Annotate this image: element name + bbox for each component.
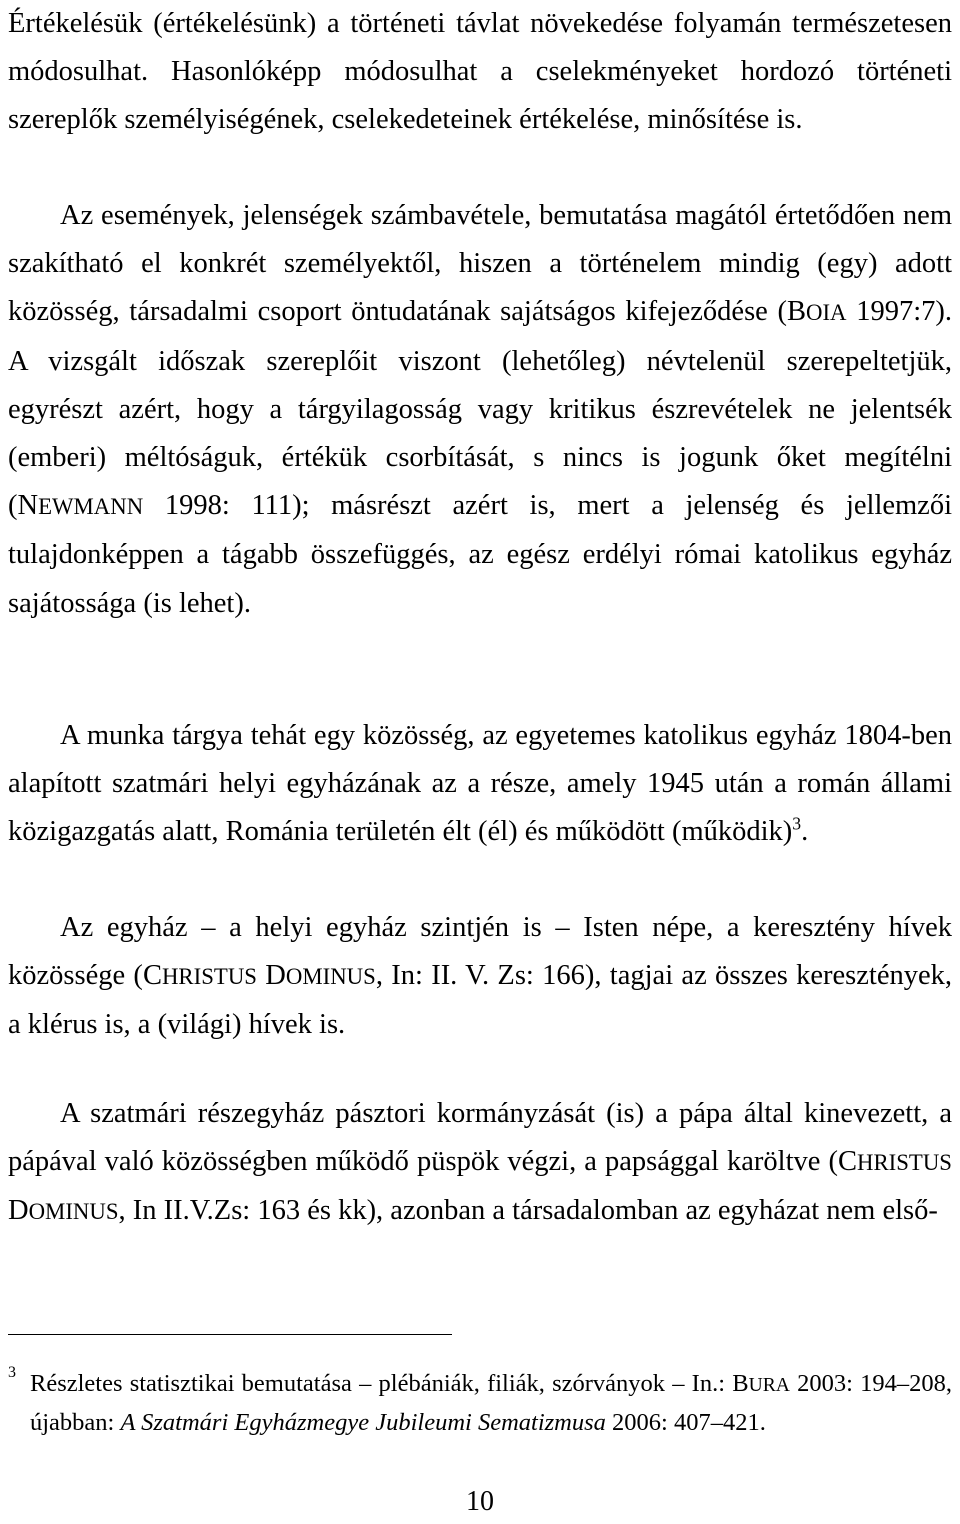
paragraph-5-text-a: A szatmári részegyház pásztori kormányzását (is) a pápa által kinevezett, a pápával való közösségben működő püspök végzi, a papsággal karöltve (: [8, 1098, 952, 1178]
citation-dominus: DOMINUS: [265, 960, 376, 992]
footnote-book-title: A Szatmári Egyházmegye Jubileumi Sematizmusa: [120, 1409, 606, 1436]
page-number: 10: [466, 1486, 494, 1517]
citation-newmann: NEWMANN: [17, 490, 144, 522]
paragraph-5: [8, 1090, 952, 1237]
paragraph-2: [8, 192, 952, 628]
paragraph-1-text: Értékelésük (értékelésünk) a történeti távlat növekedése folyamán természetesen módosulhat. Hasonlóképp módosulhat a cselekményeket hordozó történeti szereplők személyiségének, cselekedeteinek értékelése, minősítése is.: [8, 8, 952, 136]
paragraph-2-text-b: 1997:7). A vizsgált időszak szereplőit viszont (lehetőleg) névtelenül szerepeltetjük, egyrészt azért, hogy a tárgyilagosság vagy kritikus észrevételek ne jelentsék (emberi) méltóságuk, értékük csorbítását, s nincs is jogunk őket megítélni (: [8, 296, 952, 522]
citation-dominus-2: DOMINUS: [8, 1195, 119, 1227]
footnote-divider: [8, 1334, 452, 1335]
paragraph-2-text-c: 1998: 111); másrészt azért is, mert a jelenség és jellemzői tulajdonképpen a tágabb összefüggés, az egész erdélyi római katolikus egyház sajátossága (is lehet).: [8, 490, 952, 619]
footnote-mark: 3: [8, 1364, 16, 1381]
footnote: [8, 1365, 952, 1441]
paragraph-4-text-a: Az egyház – a helyi egyház szintjén is – Isten népe, a keresztény hívek közössége (: [8, 912, 952, 992]
footnote-body: Részletes statisztikai bemutatása – plébániák, filiák, szórványok – In.: BURA 2003: 194–208, újabban: A Szatmári Egyházmegye Jubileumi Sematizmusa 2006: 407–421.: [30, 1370, 953, 1436]
citation-boia: BOIA: [786, 296, 847, 328]
paragraph-1: [8, 0, 952, 145]
citation-christus-2: CHRISTUS: [837, 1146, 952, 1178]
paragraph-5-text-b: , In II.V.Zs: 163 és kk), azonban a társadalomban az egyházat nem első-: [118, 1195, 938, 1227]
citation-christus: CHRISTUS: [142, 960, 257, 992]
citation-bura: BURA: [732, 1370, 790, 1397]
paragraph-3: A munka tárgya tehát egy közösség, az egyetemes katolikus egyház 1804-ben alapított szatmári helyi egyházának az a része, amely 1945 után a román állami közigazgatás alatt, Románia területén élt (él) és működött (működik)$^3$.: [8, 720, 952, 848]
footnote-reference[interactable]: 3: [792, 813, 802, 834]
paragraph-4: [8, 904, 952, 1050]
paragraph-3-text: A munka tárgya tehát egy közösség, az egyetemes katolikus egyház 1804-ben alapított szatmári helyi egyházának az a része, amely 1945 után a román állami közigazgatás alatt, Románia területén élt (él) és működött (működik): [8, 720, 952, 848]
paragraph-2-text-a: Az események, jelenségek számbavétele, bemutatása magától értetődően nem szakítható el konkrét személyektől, hiszen a történelem mindig (egy) adott közösség, társadalmi csoport öntudatának sajátságos kifejeződése (: [8, 200, 952, 328]
paragraph-4-text-b: , In: II. V. Zs: 166), tagjai az összes keresztények, a klérus is, a (világi) hívek is.: [8, 960, 953, 1041]
